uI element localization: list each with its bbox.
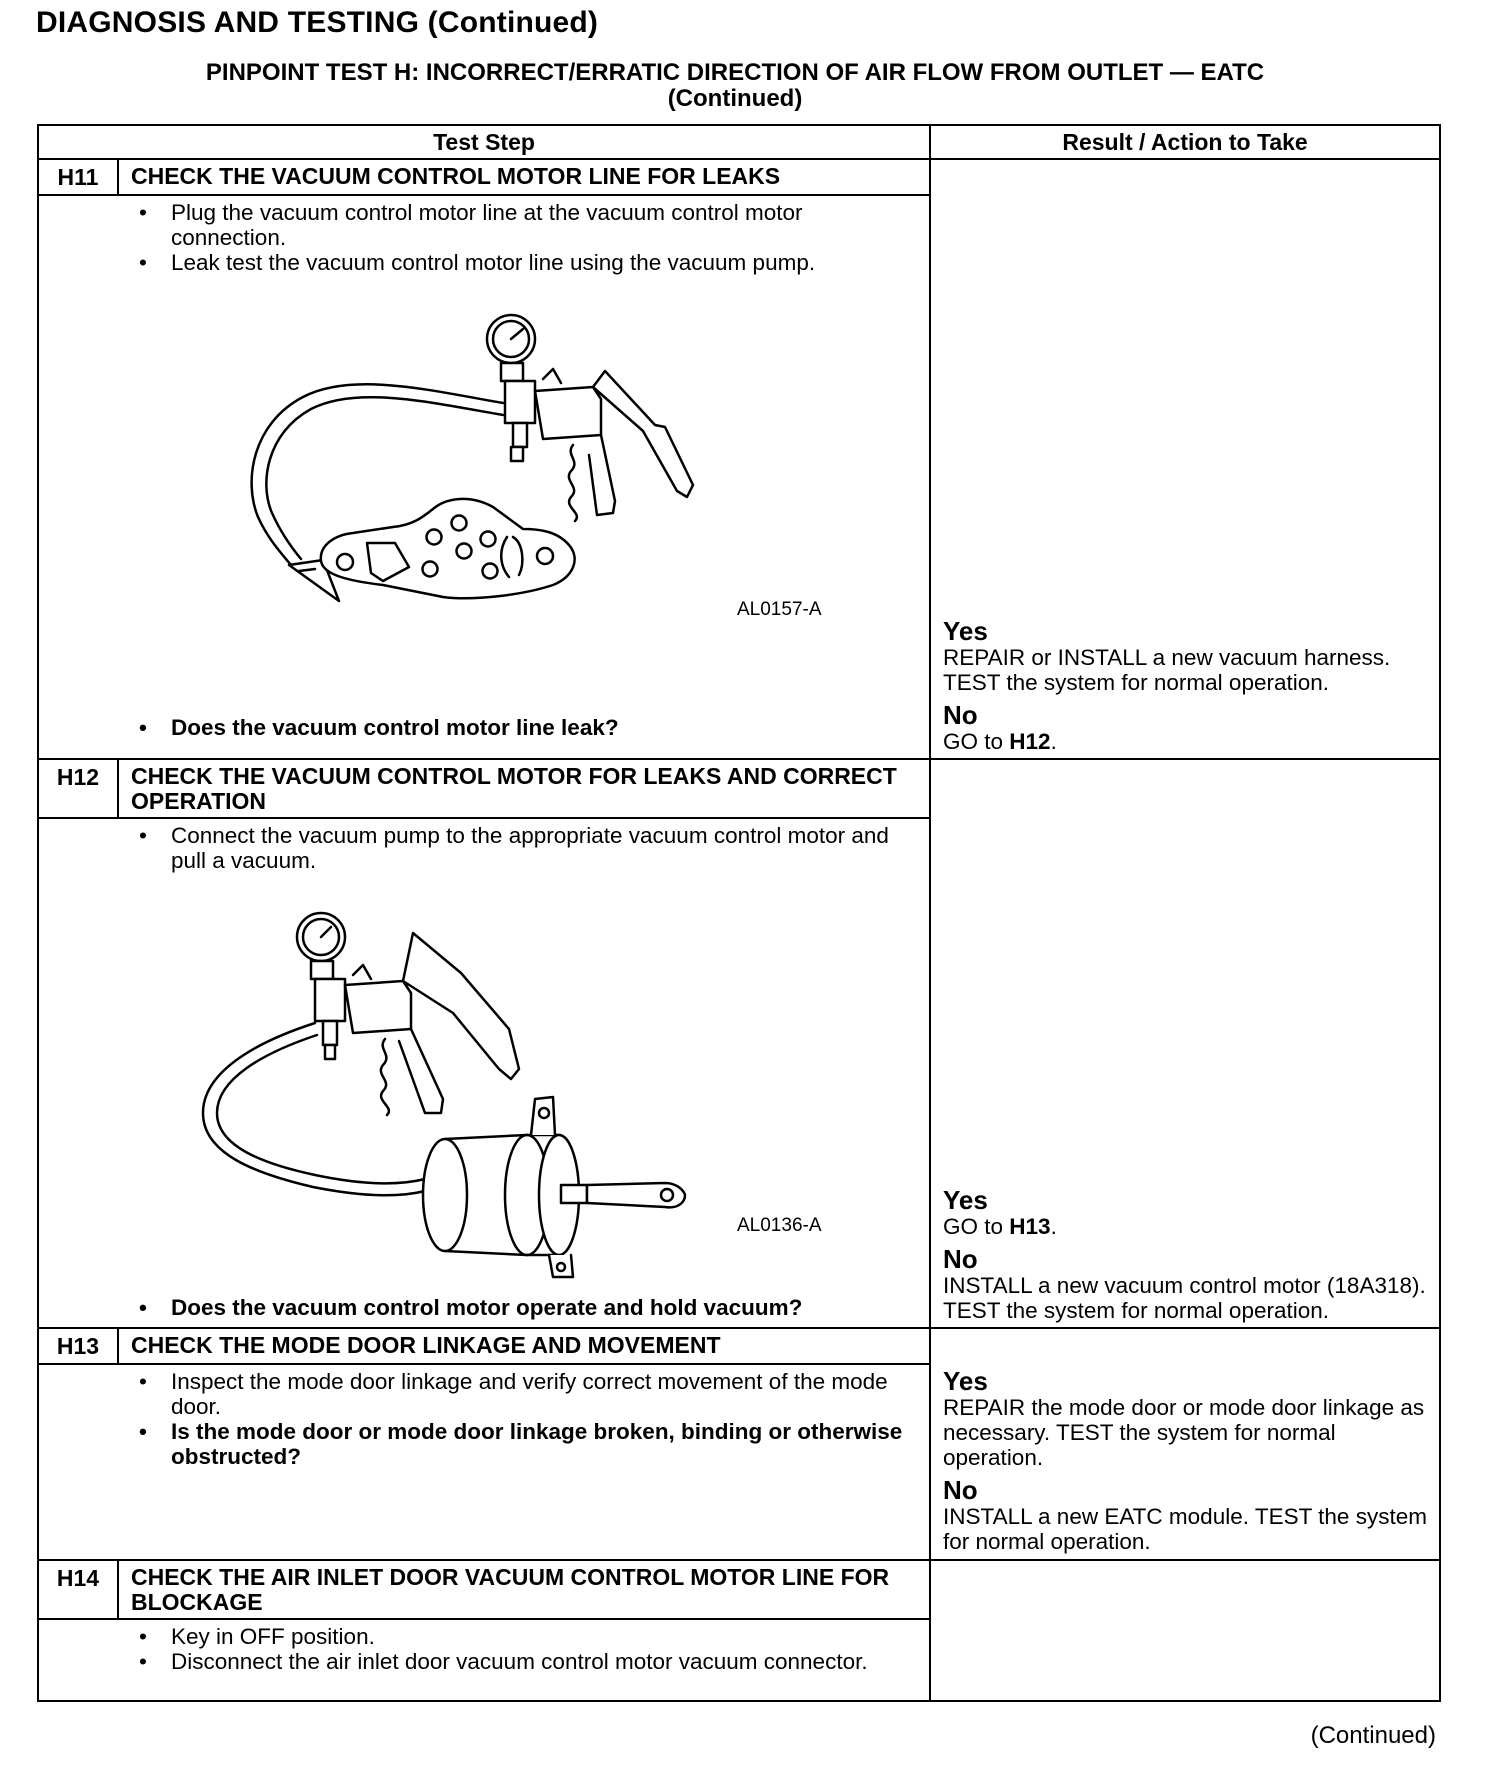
pinpoint-test-table [37, 124, 1441, 1702]
h12-no-label: No [943, 1244, 978, 1274]
step-title-h13: CHECK THE MODE DOOR LINKAGE AND MOVEMENT [118, 1328, 930, 1364]
h12-figure [53, 873, 915, 1295]
h12-question-item: • Does the vacuum control motor operate and hold vacuum? [139, 1295, 803, 1320]
h13-no-label: No [943, 1475, 978, 1505]
h13-result-content [943, 1367, 1429, 1554]
step-h14-body [38, 1619, 930, 1701]
h11-bullets [133, 200, 915, 275]
step-h12-result [930, 759, 1440, 1328]
test-title-line1: PINPOINT TEST H: INCORRECT/ERRATIC DIRECTION OF AIR FLOW FROM OUTLET — EATC [205, 59, 1265, 86]
h12-yes-label: Yes [943, 1185, 988, 1215]
h13-bullets [133, 1369, 915, 1469]
step-h13-result [930, 1328, 1440, 1560]
h12-result-content [943, 1186, 1429, 1323]
step-h12-title-row [38, 759, 1440, 818]
pinpoint-test-title [40, 60, 1430, 112]
h12-yes-text: GO to H13. [943, 1214, 1057, 1239]
step-id-h13: H13 [38, 1328, 118, 1364]
test-title-line2: (Continued) [667, 85, 803, 112]
h14-bullet-1: • Key in OFF position. [139, 1624, 375, 1649]
step-h12-body [38, 818, 930, 1328]
step-title-h12: CHECK THE VACUUM CONTROL MOTOR FOR LEAKS AND CORRECT OPERATION [118, 759, 930, 818]
h11-question-item: • Does the vacuum control motor line leak? [139, 715, 619, 740]
h13-yes-text: REPAIR the mode door or mode door linkage as necessary. TEST the system for normal operation. [943, 1395, 1425, 1470]
h14-bullets [133, 1624, 915, 1674]
vacuum-pump-and-line-illustration [53, 275, 933, 715]
h12-figure-label: AL0136-A [737, 1215, 822, 1236]
h11-yes-text: REPAIR or INSTALL a new vacuum harness. TEST the system for normal operation. [943, 645, 1391, 695]
h14-bullet-2: • Disconnect the air inlet door vacuum control motor vacuum connector. [139, 1649, 868, 1674]
h11-figure-label: AL0157-A [737, 599, 822, 620]
h11-no-label: No [943, 700, 978, 730]
step-id-h12: H12 [38, 759, 118, 818]
h12-no-text: INSTALL a new vacuum control motor (18A318). TEST the system for normal operation. [943, 1273, 1426, 1323]
column-header-test-step: Test Step [38, 125, 930, 159]
h13-no-text: INSTALL a new EATC module. TEST the system for normal operation. [943, 1504, 1427, 1554]
h13-question-item: • Is the mode door or mode door linkage broken, binding or otherwise obstructed? [139, 1419, 903, 1469]
h11-question [133, 715, 915, 740]
h11-result-content [943, 617, 1429, 754]
h13-bullet-1: • Inspect the mode door linkage and verify correct movement of the mode door. [139, 1369, 888, 1419]
h11-yes-label: Yes [943, 616, 988, 646]
step-h14-result [930, 1560, 1440, 1701]
step-h13-body [38, 1364, 930, 1560]
h11-bullet-2: • Leak test the vacuum control motor line using the vacuum pump. [139, 250, 816, 275]
step-h14-title-row [38, 1560, 1440, 1619]
step-h13-title-row [38, 1328, 1440, 1364]
table-header-row [38, 125, 1440, 159]
h11-bullet-1: • Plug the vacuum control motor line at the vacuum control motor connection. [139, 200, 803, 250]
step-h11-body [38, 195, 930, 759]
step-id-h14: H14 [38, 1560, 118, 1619]
column-header-result: Result / Action to Take [930, 125, 1440, 159]
continued-footer: (Continued) [1310, 1722, 1436, 1749]
step-title-h11: CHECK THE VACUUM CONTROL MOTOR LINE FOR LEAKS [118, 159, 930, 195]
h12-question [133, 1295, 915, 1320]
h12-bullets [133, 823, 915, 873]
h13-yes-label: Yes [943, 1366, 988, 1396]
h11-no-text: GO to H12. [943, 729, 1057, 754]
step-id-h11: H11 [38, 159, 118, 195]
page-title: DIAGNOSIS AND TESTING (Continued) [36, 6, 599, 39]
step-h11-result [930, 159, 1440, 759]
step-title-h14: CHECK THE AIR INLET DOOR VACUUM CONTROL MOTOR LINE FOR BLOCKAGE [118, 1560, 930, 1619]
h12-bullet-1: • Connect the vacuum pump to the appropriate vacuum control motor and pull a vacuum. [139, 823, 889, 873]
step-h11-title-row [38, 159, 1440, 195]
h11-figure [53, 275, 915, 715]
